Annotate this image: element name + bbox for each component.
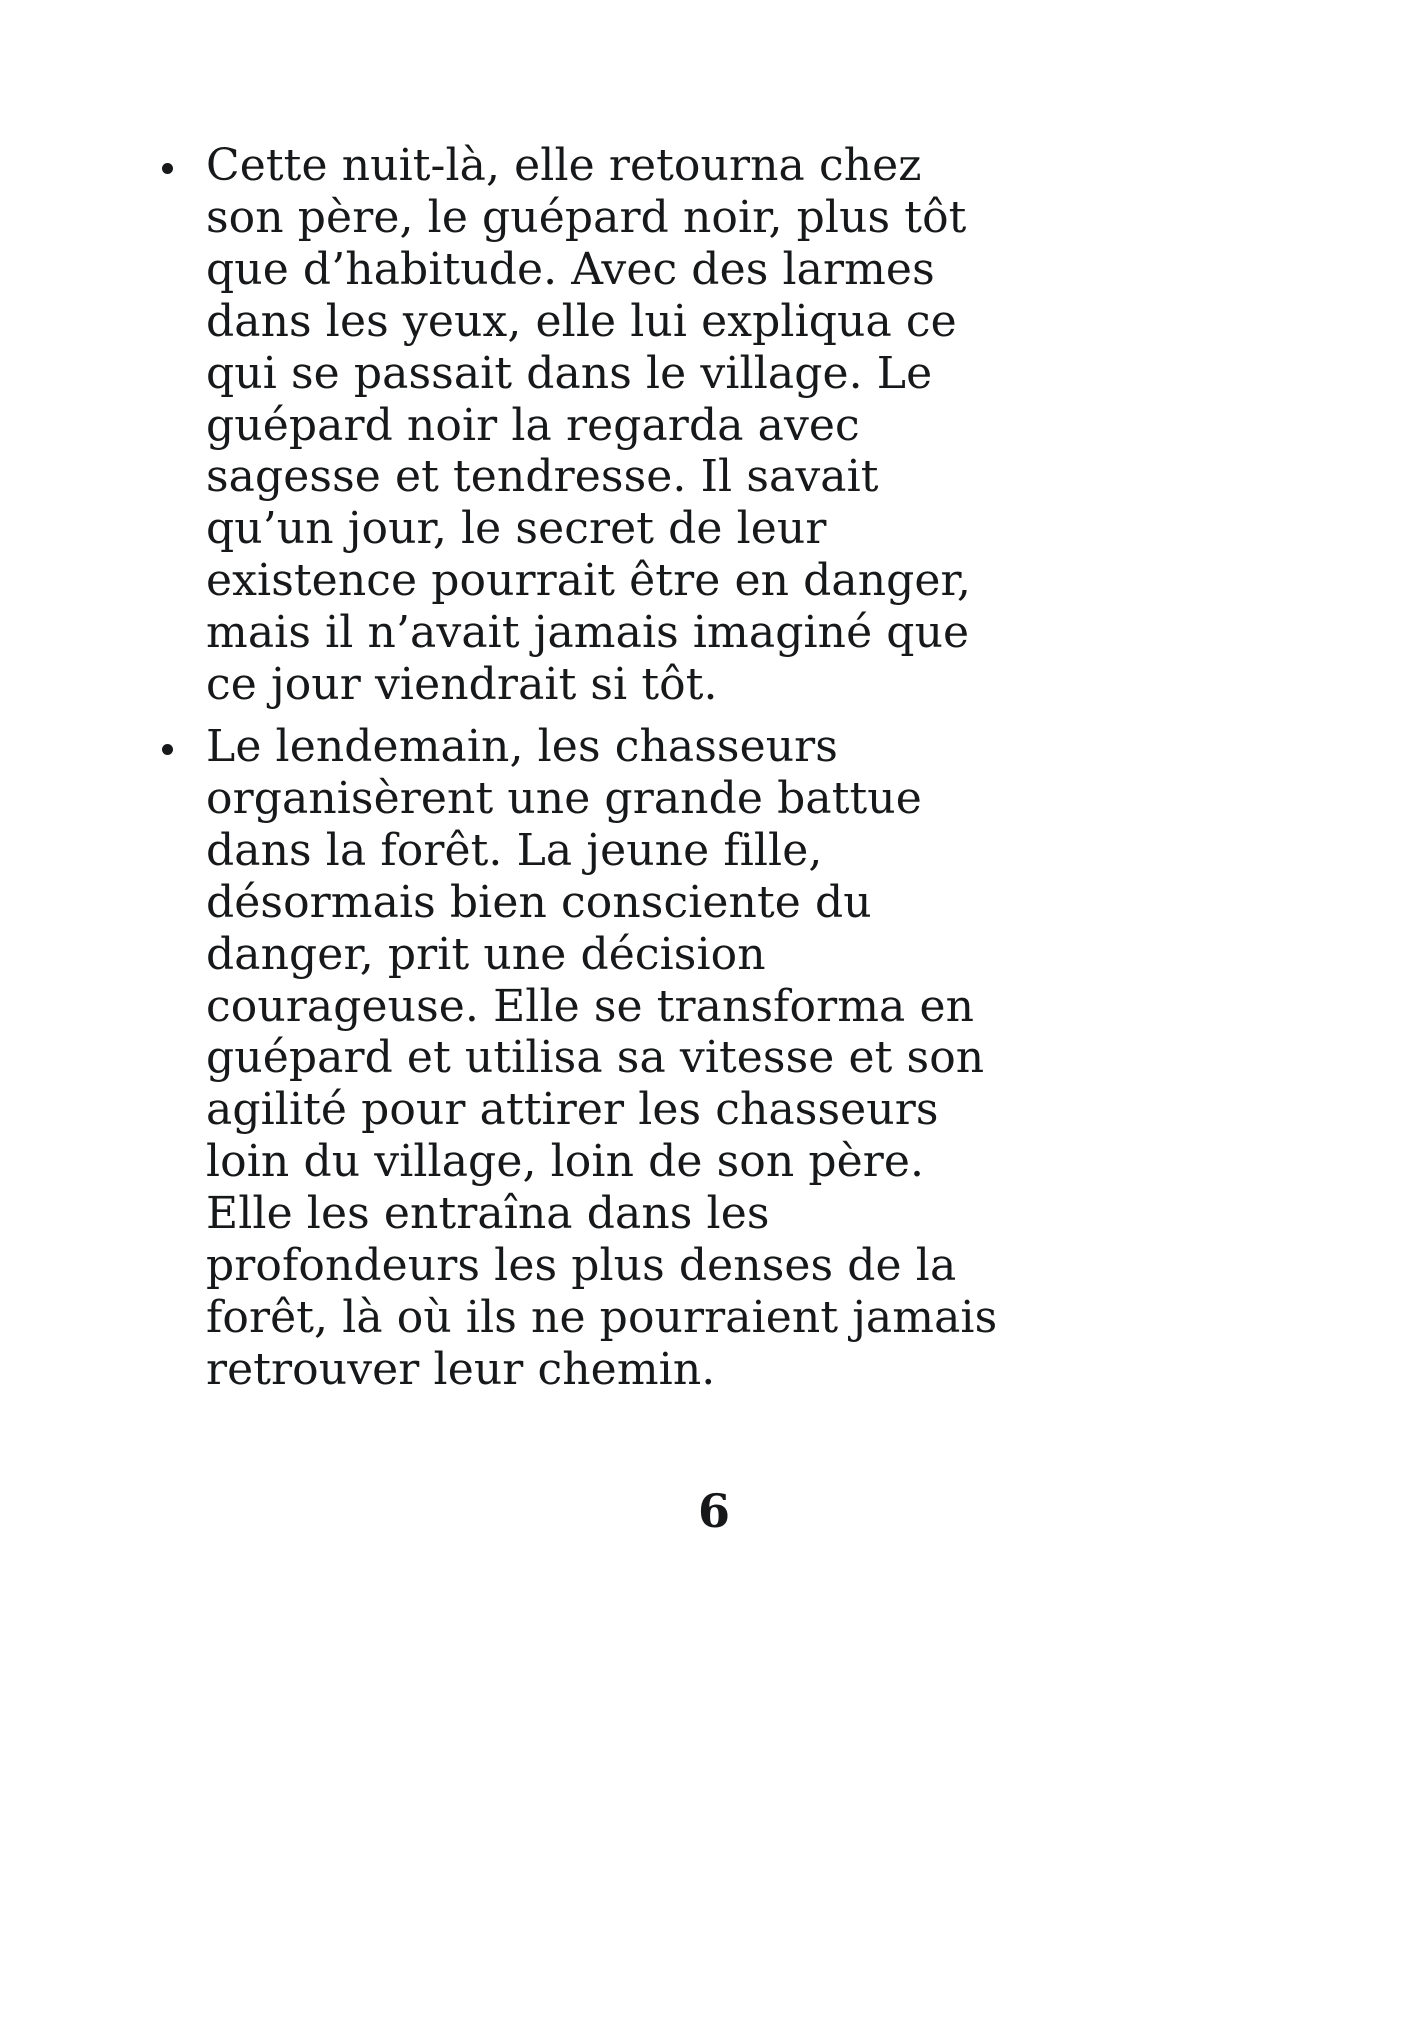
bullet-list [150,140,1278,1396]
list-item [150,140,1006,711]
bullet-dot-icon [162,163,173,174]
paragraph-text: Le lendemain, les chasseurs organisèrent une grande battue dans la forêt. La jeune fille, désormais bien consciente du danger, prit une décision courageuse. Elle se transforma en guépard et utilisa sa vitesse et son agilité pour attirer les chasseurs loin du village, loin de son père. Elle les entraîna dans les profondeurs les plus denses de la forêt, là où ils ne pourraient jamais retrouver leur chemin. [206,720,998,1395]
list-item [150,721,1006,1396]
bullet-dot-icon [162,744,173,755]
page-number: 6 [697,1484,730,1538]
paragraph-text: Cette nuit-là, elle retourna chez son père, le guépard noir, plus tôt que d’habitude. Avec des larmes dans les yeux, elle lui expliqua ce qui se passait dans le village. Le guépard noir la regarda avec sagesse et tendresse. Il savait qu’un jour, le secret de leur existence pourrait être en danger, mais il n’avait jamais imaginé que ce jour viendrait si tôt. [206,140,971,711]
